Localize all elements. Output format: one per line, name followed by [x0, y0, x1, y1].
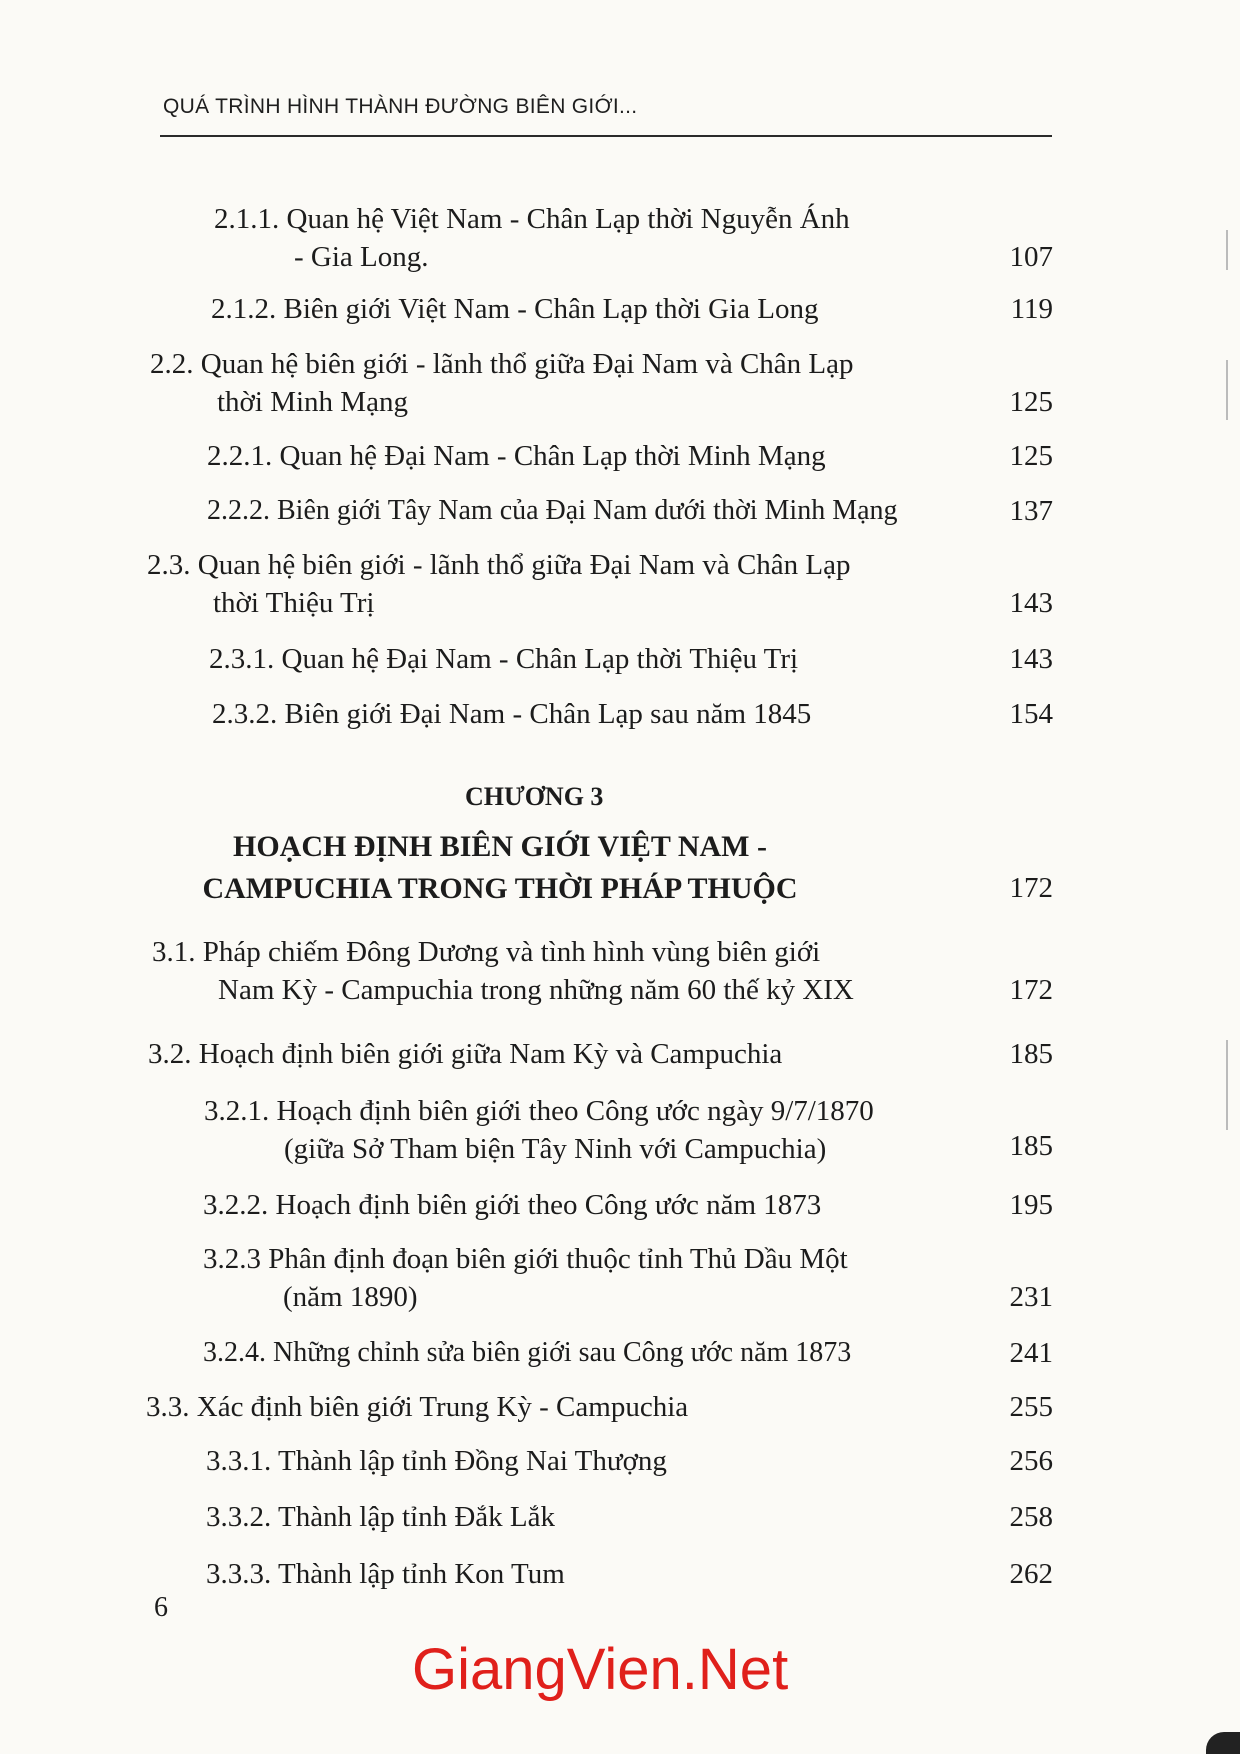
- toc-entry-line: 2.3.1. Quan hệ Đại Nam - Chân Lạp thời Thiệu Trị: [209, 643, 799, 675]
- toc-entry-line: 3.2.1. Hoạch định biên giới theo Công ước ngày 9/7/1870: [204, 1095, 874, 1127]
- toc-entry: [211, 290, 819, 328]
- toc-entry-line: 2.2.1. Quan hệ Đại Nam - Chân Lạp thời Minh Mạng: [207, 440, 826, 472]
- toc-entry-line: 2.1.2. Biên giới Việt Nam - Chân Lạp thời Gia Long: [211, 293, 819, 325]
- toc-entry: [206, 1555, 565, 1593]
- toc-entry-line: 3.3. Xác định biên giới Trung Kỳ - Campuchia: [146, 1391, 689, 1423]
- toc-entry-line: 3.2.3 Phân định đoạn biên giới thuộc tỉnh Thủ Dầu Một: [203, 1243, 848, 1275]
- toc-page: 154: [1009, 698, 1053, 730]
- toc-entry: [204, 1092, 874, 1168]
- scan-corner-blot: [1206, 1732, 1240, 1754]
- toc-entry: [152, 933, 854, 1009]
- toc-page: 195: [1009, 1189, 1053, 1221]
- page-number: 6: [154, 1592, 168, 1623]
- toc-entry: [147, 546, 851, 622]
- chapter-label: CHƯƠNG 3: [465, 782, 604, 811]
- toc-entry-line: - Gia Long.: [294, 241, 429, 273]
- toc-entry-line: (giữa Sở Tham biện Tây Ninh với Campuchia): [284, 1133, 827, 1165]
- scan-edge-mark: [1226, 360, 1228, 420]
- toc-page: 172: [1009, 974, 1053, 1006]
- toc-page: 137: [1009, 495, 1053, 527]
- toc-page: 255: [1009, 1391, 1053, 1423]
- toc-entry: [146, 1388, 688, 1426]
- toc-entry-line: 2.1.1. Quan hệ Việt Nam - Chân Lạp thời Nguyễn Ánh: [214, 203, 850, 235]
- toc-entry-line: 3.3.2. Thành lập tỉnh Đắk Lắk: [206, 1501, 556, 1533]
- toc-entry: [203, 1240, 848, 1316]
- running-header: QUÁ TRÌNH HÌNH THÀNH ĐƯỜNG BIÊN GIỚI...: [163, 95, 638, 118]
- toc-entry-line: 2.3.2. Biên giới Đại Nam - Chân Lạp sau năm 1845: [212, 698, 812, 730]
- toc-entry: [214, 200, 850, 276]
- toc-entry: [207, 437, 826, 475]
- toc-entry-line: 3.1. Pháp chiếm Đông Dương và tình hình vùng biên giới: [152, 936, 821, 968]
- toc-entry-line: 2.2.2. Biên giới Tây Nam của Đại Nam dưới thời Minh Mạng: [207, 495, 898, 526]
- chapter-page: 172: [1009, 872, 1053, 904]
- toc-page: 107: [1009, 241, 1053, 273]
- toc-entry: [209, 640, 798, 678]
- toc-page: 231: [1009, 1281, 1053, 1313]
- toc-page: 125: [1009, 440, 1053, 472]
- chapter-title-line: CAMPUCHIA TRONG THỜI PHÁP THUỘC: [202, 872, 798, 905]
- toc-entry-line: (năm 1890): [283, 1281, 418, 1313]
- toc-entry: [207, 492, 898, 530]
- toc-page: 143: [1009, 587, 1053, 619]
- header-rule: [160, 135, 1052, 137]
- toc-page: 256: [1009, 1445, 1053, 1477]
- toc-page: 241: [1009, 1337, 1053, 1369]
- chapter-title-line: HOẠCH ĐỊNH BIÊN GIỚI VIỆT NAM -: [233, 830, 767, 863]
- toc-entry: [203, 1186, 821, 1224]
- toc-entry-line: Nam Kỳ - Campuchia trong những năm 60 thế kỷ XIX: [218, 974, 854, 1006]
- toc-entry-line: 3.2.2. Hoạch định biên giới theo Công ước năm 1873: [203, 1189, 822, 1221]
- toc-entry: [206, 1442, 667, 1480]
- toc-entry-line: 3.3.1. Thành lập tỉnh Đồng Nai Thượng: [206, 1445, 667, 1477]
- toc-entry-line: 2.3. Quan hệ biên giới - lãnh thổ giữa Đại Nam và Chân Lạp: [147, 549, 851, 581]
- toc-page: 185: [1009, 1130, 1053, 1162]
- scan-edge-mark: [1226, 230, 1228, 270]
- toc-entry-line: thời Thiệu Trị: [213, 587, 375, 619]
- toc-page: 143: [1009, 643, 1053, 675]
- scan-edge-mark: [1226, 1040, 1228, 1130]
- watermark-text: GiangVien.Net: [412, 1637, 789, 1702]
- toc-entry-line: 2.2. Quan hệ biên giới - lãnh thổ giữa Đại Nam và Chân Lạp: [150, 348, 854, 380]
- toc-entry-line: 3.2.4. Những chỉnh sửa biên giới sau Công ước năm 1873: [203, 1337, 852, 1368]
- toc-page: 125: [1009, 386, 1053, 418]
- toc-page: 258: [1009, 1501, 1053, 1533]
- toc-entry-line: 3.2. Hoạch định biên giới giữa Nam Kỳ và Campuchia: [148, 1038, 783, 1070]
- chapter-title: [0, 826, 1000, 910]
- toc-entry: [148, 1035, 782, 1073]
- toc-page: 262: [1009, 1558, 1053, 1590]
- toc-entry-line: thời Minh Mạng: [217, 386, 408, 418]
- toc-entry: [212, 695, 811, 733]
- toc-page: 119: [1010, 293, 1053, 325]
- toc-entry: [203, 1334, 851, 1372]
- toc-entry: [150, 345, 854, 421]
- toc-entry: [206, 1498, 555, 1536]
- toc-entry-line: 3.3.3. Thành lập tỉnh Kon Tum: [206, 1558, 565, 1590]
- toc-page: 185: [1009, 1038, 1053, 1070]
